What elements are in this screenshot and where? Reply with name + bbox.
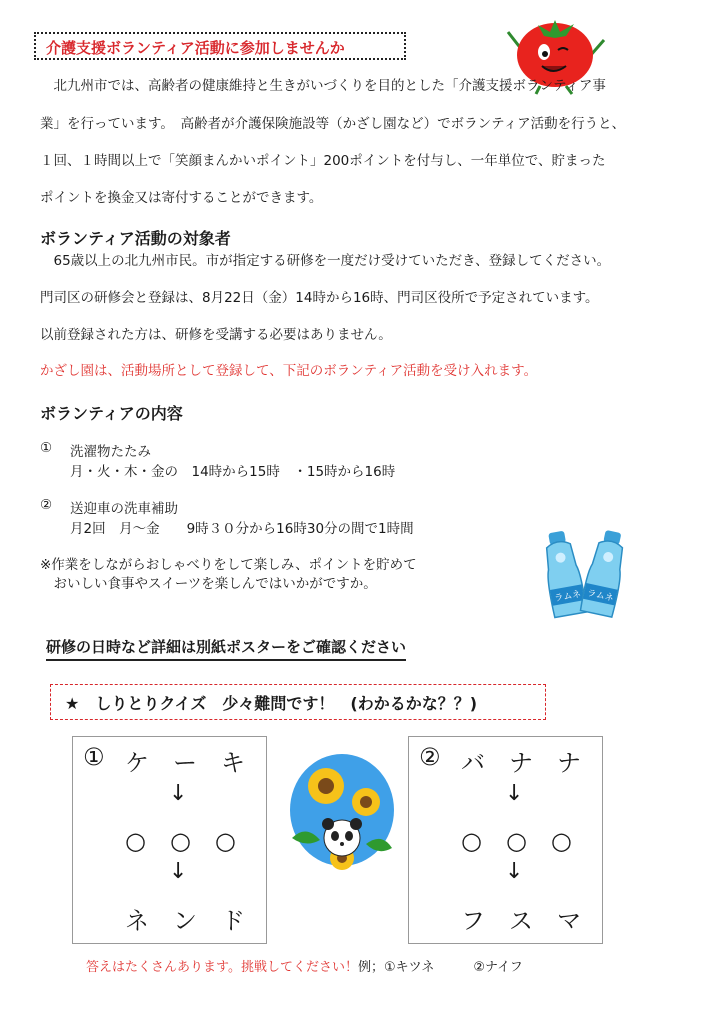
intro-line-2: 業」を行っています。 高齢者が介護保険施設等（かざし園など）でボランティア活動を行うと、 [40,116,626,132]
quiz-box-1 [72,736,267,944]
quiz-answer-challenge: 答えはたくさんあります。挑戦してください！ [86,960,358,975]
item-1-detail: 月・火・木・金の 14時から15時 ・15時から16時 [70,464,396,480]
quiz-1-first-word: ケ ー キ [125,749,245,777]
page-title: 介護支援ボランティア活動に参加しませんか [34,32,406,60]
item-1-number: ① [40,440,53,456]
ramune-bottles-icon [538,527,634,623]
quiz-2-arrow-2: ↓ [505,859,524,884]
quiz-2-arrow-1: ↓ [505,781,524,806]
target-highlight: かざし園は、活動場所として登録して、下記のボランティア活動を受け入れます。 [40,363,538,379]
quiz-answer-example: 例；①キツネ ②ナイフ [357,960,523,975]
content-heading: ボランティアの内容 [40,404,183,423]
quiz-2-last-word: フ ス マ [461,907,581,935]
intro-line-3: １回、１時間以上で「笑顔まんかいポイント」200ポイントを付与し、一年単位で、貯まった [40,153,606,169]
quiz-2-number: ② [419,743,441,771]
item-2-title: 送迎車の洗車補助 [70,501,178,517]
target-line-1: 65歳以上の北九州市民。市が指定する研修を一度だけ受けていただき、登録してください。 [40,253,611,269]
quiz-1-last-word: ネ ン ド [125,907,245,935]
item-2-number: ② [40,497,53,513]
quiz-1-number: ① [83,743,105,771]
quiz-box-2 [408,736,603,944]
intro-line-4: ポイントを換金又は寄付することができます。 [40,190,323,206]
quiz-title: ★ しりとりクイズ 少々難問です！ (わかるかな？？) [50,684,546,720]
intro-line-1: 北九州市では、高齢者の健康維持と生きがいづくりを目的とした「介護支援ボランティア事 [40,78,606,94]
quiz-answer [86,956,523,975]
quiz-1-blanks: ○ ○ ○ [125,827,236,855]
item-2-detail: 月2回 月～金 9時３０分から16時30分の間で1時間 [70,521,414,537]
sunflower-panda-icon [282,748,398,884]
poster-notice: 研修の日時など詳細は別紙ポスターをご確認ください [46,636,406,661]
note-line-1: ※作業をしながらおしゃべりをして楽しみ、ポイントを貯めて [40,557,417,573]
quiz-2-first-word: バ ナ ナ [461,749,581,777]
target-heading: ボランティア活動の対象者 [40,229,231,248]
quiz-1-arrow-1: ↓ [169,781,188,806]
ramune-label-right: ラムネ [586,588,615,604]
ramune-label-left: ラムネ [553,589,583,605]
quiz-1-arrow-2: ↓ [169,859,188,884]
target-line-3: 以前登録された方は、研修を受講する必要はありません。 [40,327,392,343]
target-line-2: 門司区の研修会と登録は、8月22日（金）14時から16時、門司区役所で予定されています。 [40,290,599,306]
note-line-2: おいしい食事やスイーツを楽しんではいかがですか。 [40,576,377,592]
quiz-2-blanks: ○ ○ ○ [461,827,572,855]
item-1-title: 洗濯物たたみ [70,444,151,460]
